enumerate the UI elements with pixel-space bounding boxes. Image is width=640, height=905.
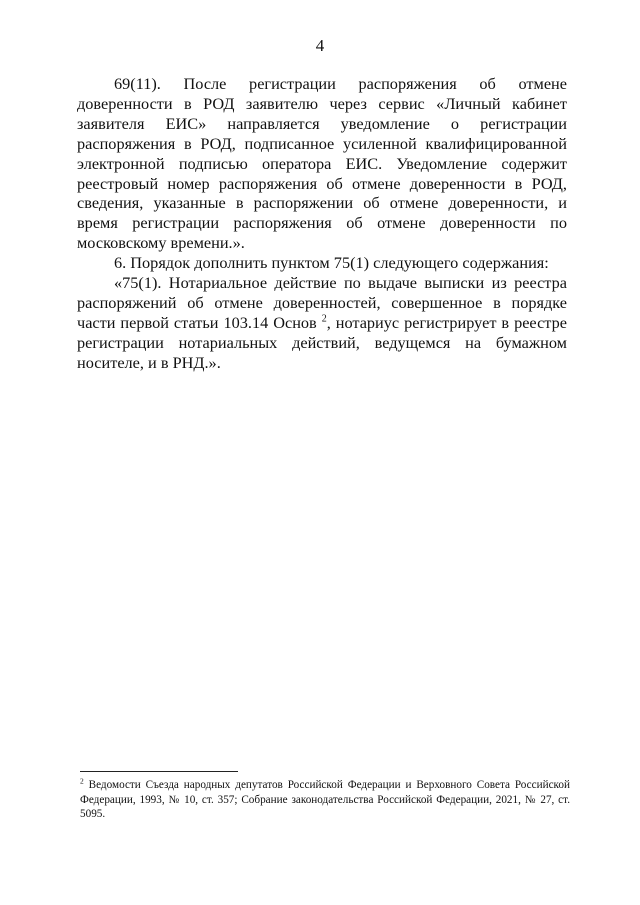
footnote-text: Ведомости Съезда народных депутатов Российской Федерации и Верховного Совета Российской Федерации, 1993, № 10, ст. 357; Собрание законодательства Российской Федерации, 2021, № 27, ст. 5095. — [80, 779, 570, 820]
footnote-reference: 2 — [321, 313, 327, 325]
footnote — [80, 778, 570, 822]
paragraph-75-1-text-end: , нотариус регистрирует в реестре регистрации нотариальных действий, ведущемся на бумажном носителе, и в РНД.». — [77, 312, 567, 372]
paragraph-69-11: 69(11). После регистрации распоряжения об отмене доверенности в РОД заявителю через сервис «Личный кабинет заявителя ЕИС» направляется уведомление о регистрации распоряжения в РОД, подписанное усиленной квалифицированной электронной подписью оператора ЕИС. Уведомление содержит реестровый номер распоряжения об отмене доверенности в РОД, сведения, указанные в распоряжении об отмене доверенности, и время регистрации распоряжения об отмене доверенности по московскому времени.». — [77, 74, 567, 253]
paragraph-amendment-6: 6. Порядок дополнить пунктом 75(1) следующего содержания: — [114, 253, 549, 273]
page-number: 4 — [315, 36, 325, 55]
paragraph-75-1-text-start: «75(1). Нотариальное действие по выдаче выписки из реестра распоряжений об отмене доверенностей, совершенное в порядке части первой статьи 103.14 Основ — [77, 273, 567, 332]
document-body — [77, 74, 567, 373]
footnote-marker: 2 — [80, 776, 84, 786]
footnote-divider — [80, 771, 238, 772]
paragraph-75-1 — [77, 273, 567, 373]
